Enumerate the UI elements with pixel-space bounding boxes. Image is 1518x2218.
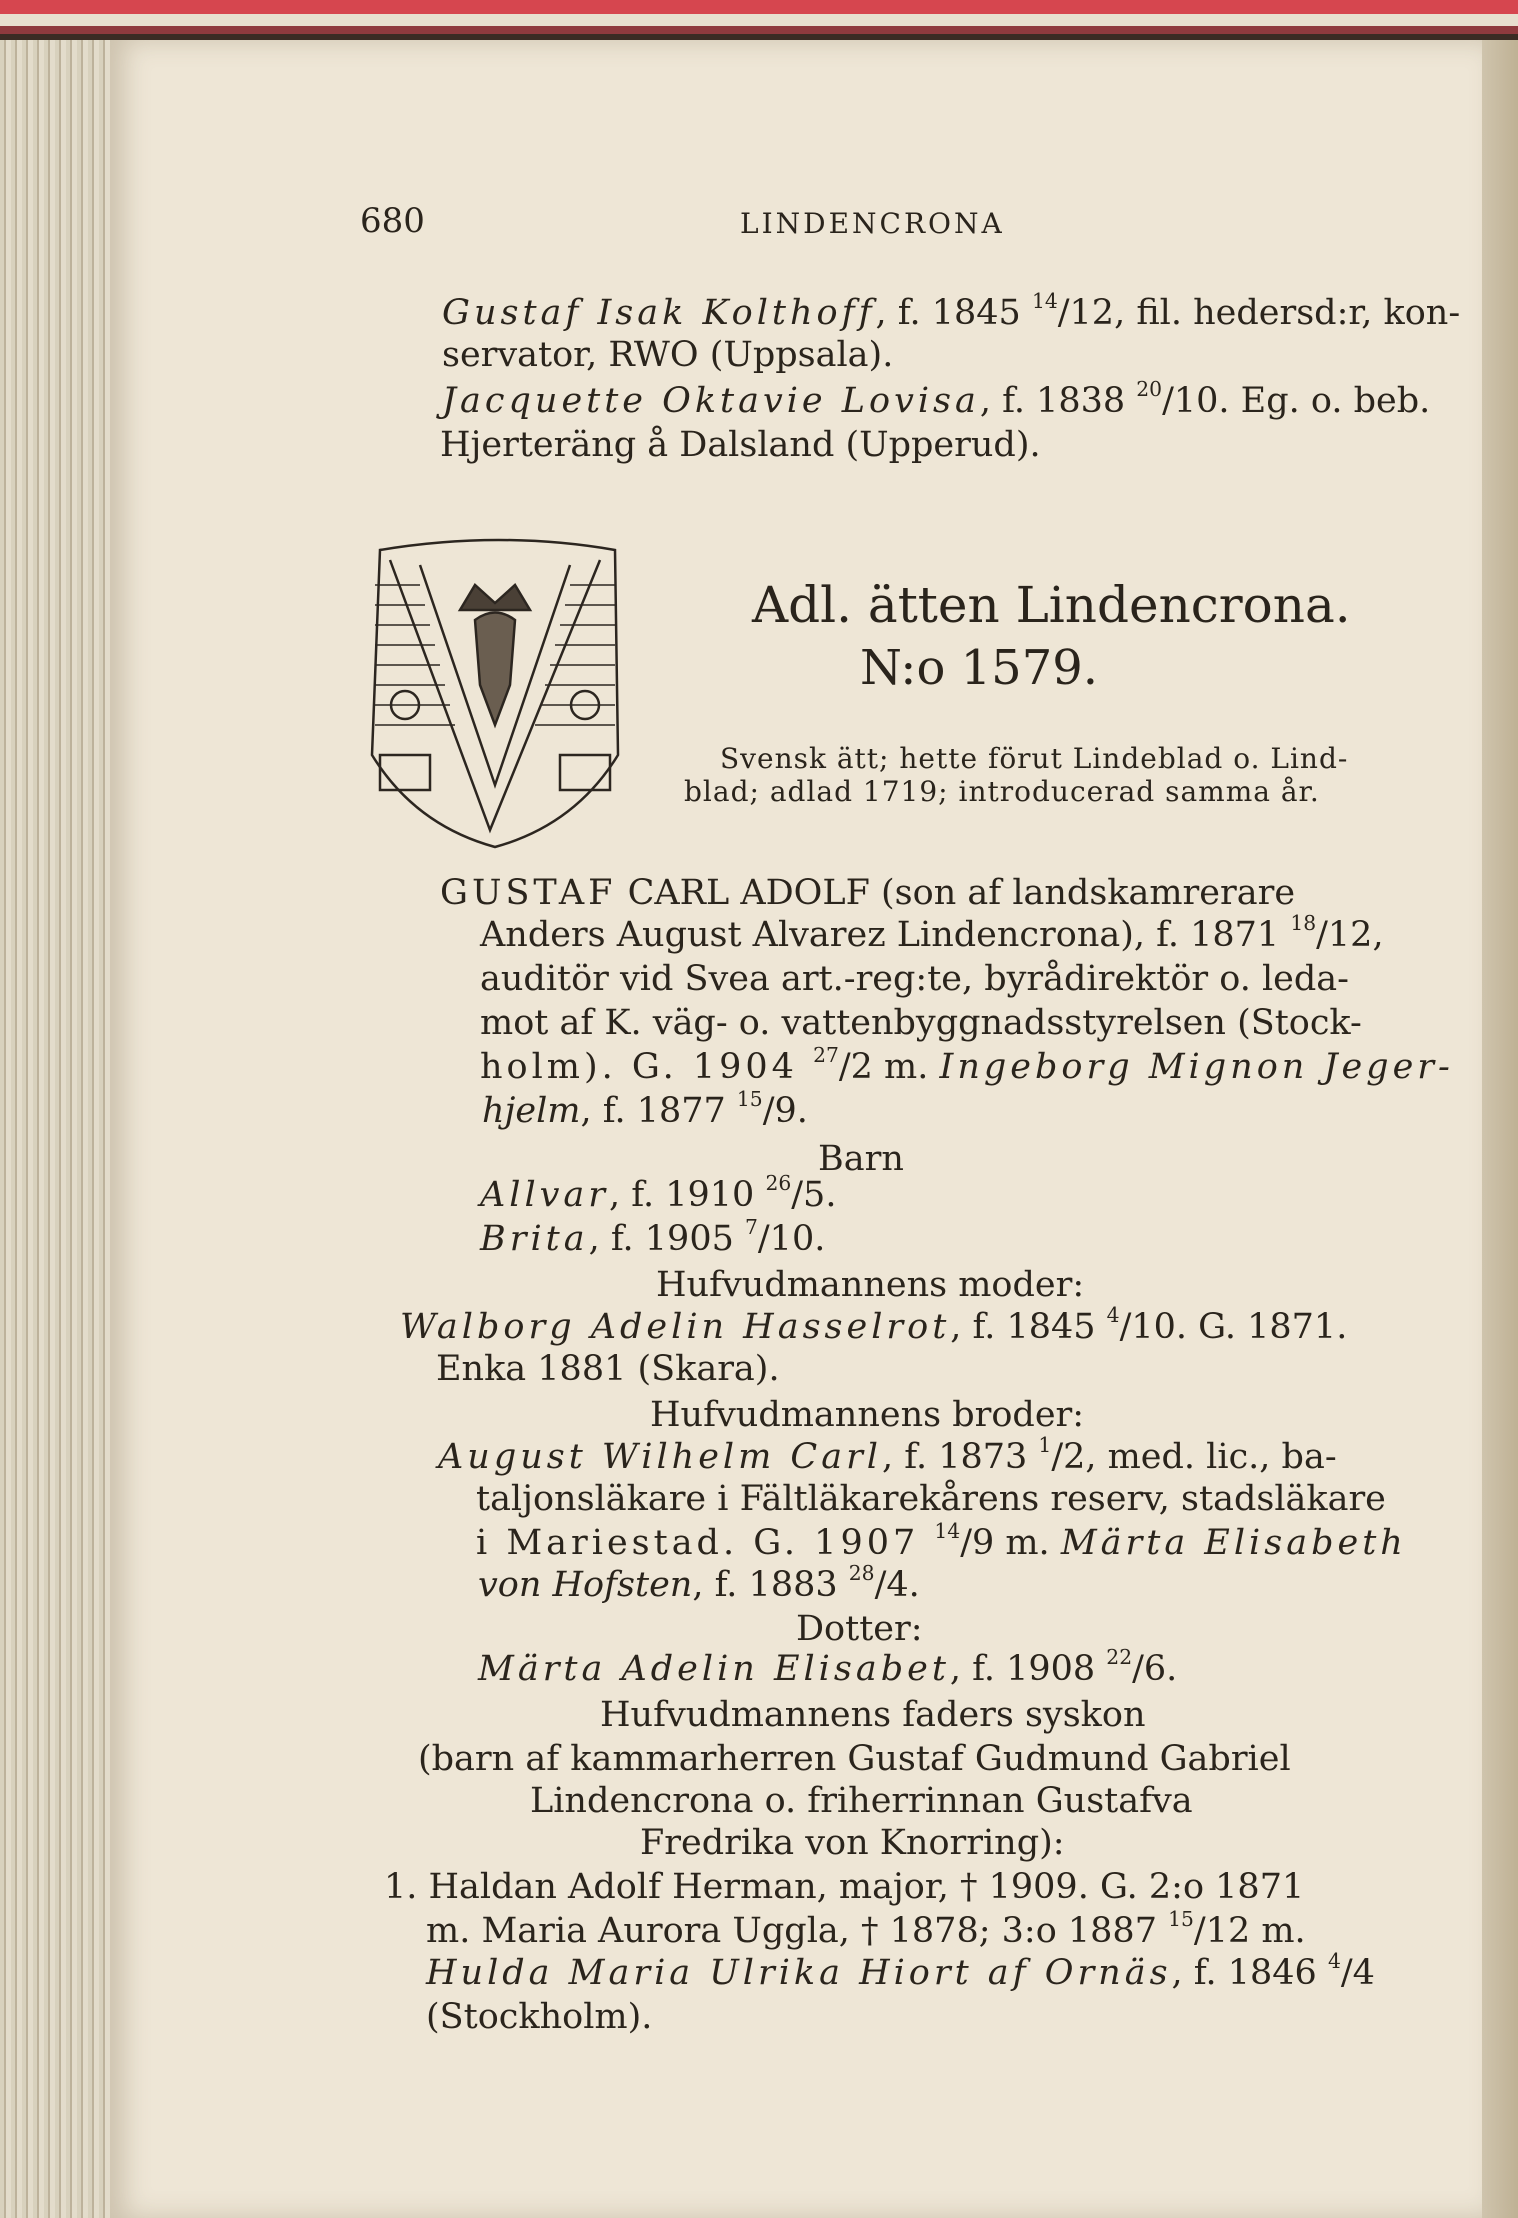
brother-line-1: August Wilhelm Carl, f. 1873 $^1$/2, med. lic., ba- <box>438 1432 1337 1477</box>
sibling-entry-line-4: (Stockholm). <box>426 1997 653 2037</box>
main-line-1: GUSTAF CARL ADOLF (son af landskamrerare <box>440 873 1296 913</box>
main-line-5: holm). G. 1904 $^{27}$/2 m. Ingeborg Mignon Jeger- <box>480 1042 1454 1087</box>
brother-line-3: i Mariestad. G. 1907 $^{14}$/9 m. Märta Elisabeth <box>476 1518 1407 1563</box>
intro-line-1: Gustaf Isak Kolthoff, f. 1845 $^{14}$/12, fil. hedersd:r, kon- <box>442 288 1461 333</box>
family-title: Adl. ätten Lindencrona. <box>752 576 1351 634</box>
sibling-entry-line-3: Hulda Maria Ulrika Hiort af Ornäs, f. 1846 $^4$/4 <box>426 1948 1375 1993</box>
mother-line-2: Enka 1881 (Skara). <box>436 1349 780 1389</box>
child-1: Allvar, f. 1910 $^{26}$/5. <box>480 1170 837 1215</box>
family-number: N:o 1579. <box>860 640 1099 696</box>
siblings-heading-3: Lindencrona o. friherrinnan Gustafva <box>530 1781 1193 1821</box>
page-number: 680 <box>360 201 425 241</box>
main-line-4: mot af K. väg- o. vattenbyggnadsstyrelsen (Stock- <box>480 1003 1362 1043</box>
daughter-heading: Dotter: <box>796 1609 923 1649</box>
daughter-line-1: Märta Adelin Elisabet, f. 1908 $^{22}$/6. <box>478 1644 1178 1689</box>
children-heading: Barn <box>818 1139 904 1179</box>
book-cover-edge <box>0 0 1518 40</box>
family-note-1: Svensk ätt; hette förut Lindeblad o. Lind- <box>720 742 1349 775</box>
main-line-3: auditör vid Svea art.-reg:te, byrådirektör o. leda- <box>480 959 1349 999</box>
intro-line-4: Hjerteräng å Dalsland (Upperud). <box>440 425 1041 465</box>
siblings-heading-4: Fredrika von Knorring): <box>640 1823 1065 1863</box>
sibling-entry-line-1: 1. Haldan Adolf Herman, major, † 1909. G. 2:o 1871 <box>384 1867 1305 1907</box>
main-line-2: Anders August Alvarez Lindencrona), f. 1871 $^{18}$/12, <box>480 910 1384 955</box>
sibling-entry-line-2: m. Maria Aurora Uggla, † 1878; 3:o 1887 $^{15}$/12 m. <box>426 1906 1306 1951</box>
running-head-title: LINDENCRONA <box>740 207 1005 240</box>
intro-line-3: Jacquette Oktavie Lovisa, f. 1838 $^{20}$/10. Eg. o. beb. <box>442 376 1431 421</box>
siblings-heading-2: (barn af kammarherren Gustaf Gudmund Gabriel <box>418 1739 1291 1779</box>
main-line-6: hjelm, f. 1877 $^{15}$/9. <box>482 1086 808 1131</box>
intro-line-2: servator, RWO (Uppsala). <box>442 335 894 375</box>
mother-line-1: Walborg Adelin Hasselrot, f. 1845 $^4$/10. G. 1871. <box>400 1302 1348 1347</box>
brother-heading: Hufvudmannens broder: <box>650 1395 1085 1435</box>
siblings-heading: Hufvudmannens faders syskon <box>600 1695 1146 1735</box>
mother-heading: Hufvudmannens moder: <box>656 1265 1085 1305</box>
brother-line-2: taljonsläkare i Fältläkarekårens reserv, stadsläkare <box>476 1479 1386 1519</box>
child-2: Brita, f. 1905 $^7$/10. <box>480 1214 826 1259</box>
family-note-2: blad; adlad 1719; introducerad samma år. <box>684 775 1320 808</box>
brother-line-4: von Hofsten, f. 1883 $^{28}$/4. <box>478 1560 920 1605</box>
